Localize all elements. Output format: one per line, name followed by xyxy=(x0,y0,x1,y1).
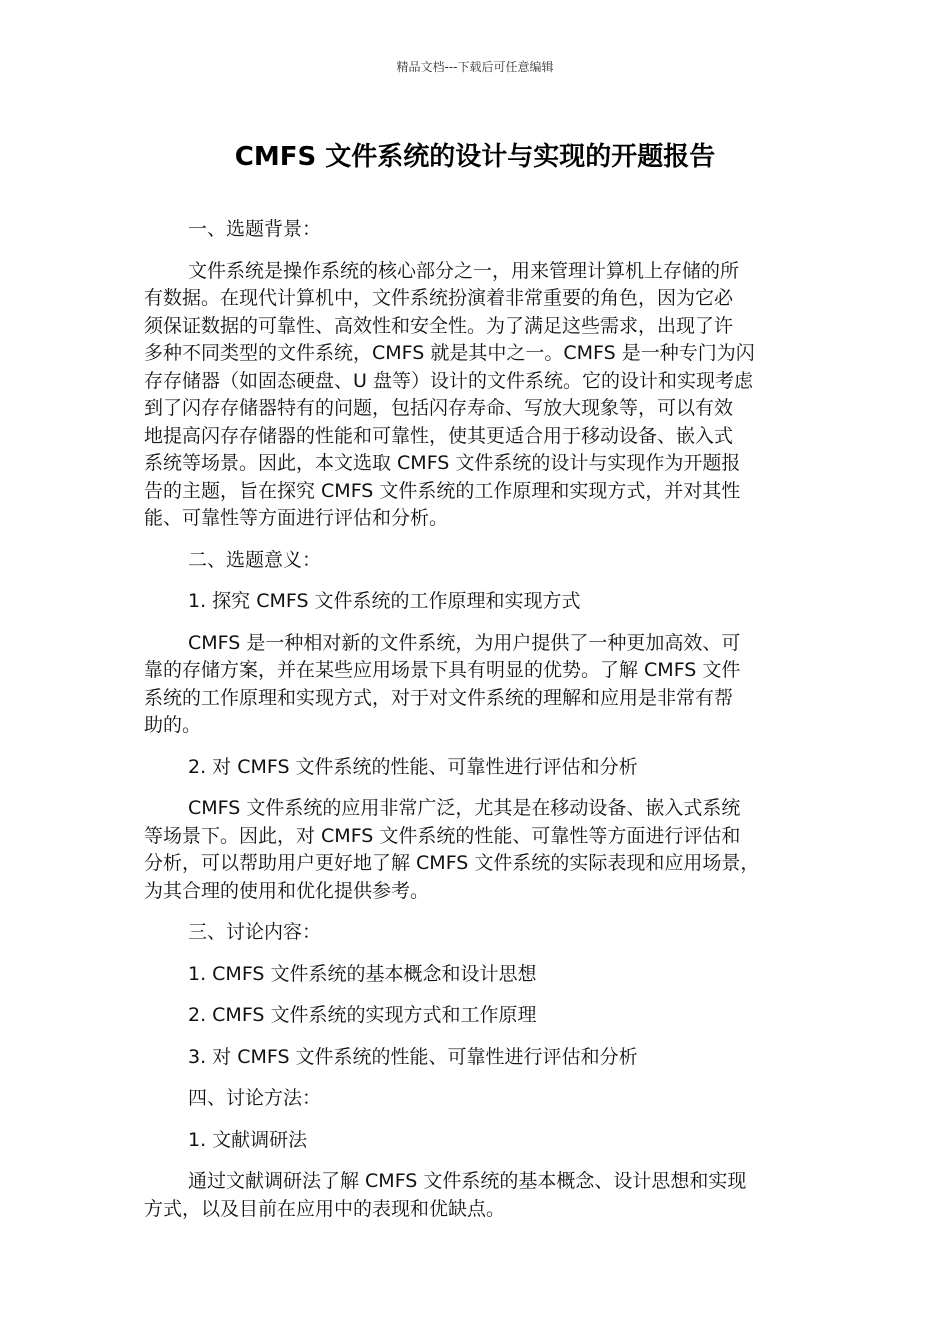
method-item-1: 1. 文献调研法 xyxy=(188,1128,308,1151)
heading-method: 四、讨论方法： xyxy=(188,1087,322,1109)
page-header-note: 精品文档---下载后可任意编辑 xyxy=(396,60,554,74)
content-item-3: 3. 对 CMFS 文件系统的性能、可靠性进行评估和分析 xyxy=(188,1045,638,1068)
paragraph-background: 文件系统是操作系统的核心部分之一，用来管理计算机上存储的所 有数据。在现代计算机中，文件系统扮演着非常重要的角色，因为它必 须保证数据的可靠性、高效性和安全性。为了满足这些需求，出现了许 多种不同类型的文件系统，CMFS 就是其中之一。CMFS 是一种专门为闪 存存储器（如固态硬盘、U 盘等）设计的文件系统。它的设计和实现考虑 到了闪存存储器特有的问题，包括闪存寿命、写放大现象等，可以有效 地提高闪存存储器的性能和可靠性，使其更适合用于移动设备、嵌入式 系统等场景。因此，本文选取 CMFS 文件系统的设计与实现作为开题报 告的主题，旨在探究 CMFS 文件系统的工作原理和实现方式，并对其性 能、可靠性等方面进行评估和分析。 xyxy=(144,259,755,529)
heading-significance: 二、选题意义： xyxy=(188,548,322,571)
content-item-1: 1. CMFS 文件系统的基本概念和设计思想 xyxy=(188,962,537,985)
paragraph-significance-2: CMFS 文件系统的应用非常广泛，尤其是在移动设备、嵌入式系统 等场景下。因此，对 CMFS 文件系统的性能、可靠性等方面进行评估和 分析，可以帮助用户更好地了解 CMFS 文件系统的实际表现和应用场景， 为其合理的使用和优化提供参考。 xyxy=(144,797,760,902)
significance-item-2: 2. 对 CMFS 文件系统的性能、可靠性进行评估和分析 xyxy=(188,755,638,778)
document-title: CMFS 文件系统的设计与实现的开题报告 xyxy=(234,142,716,172)
content-item-2: 2. CMFS 文件系统的实现方式和工作原理 xyxy=(188,1004,537,1026)
significance-item-1: 1. 探究 CMFS 文件系统的工作原理和实现方式 xyxy=(188,590,581,612)
document-body xyxy=(144,216,812,1237)
paragraph-significance-1: CMFS 是一种相对新的文件系统，为用户提供了一种更加高效、可 靠的存储方案，并在某些应用场景下具有明显的优势。了解 CMFS 文件 系统的工作原理和实现方式，对于对文件系统的理解和应用是非常有帮 助的。 xyxy=(144,631,741,736)
heading-background: 一、选题背景： xyxy=(188,218,322,240)
paragraph-method-1: 通过文献调研法了解 CMFS 文件系统的基本概念、设计思想和实现 方式，以及目前在应用中的表现和优缺点。 xyxy=(144,1170,747,1220)
heading-content: 三、讨论内容： xyxy=(188,921,322,943)
